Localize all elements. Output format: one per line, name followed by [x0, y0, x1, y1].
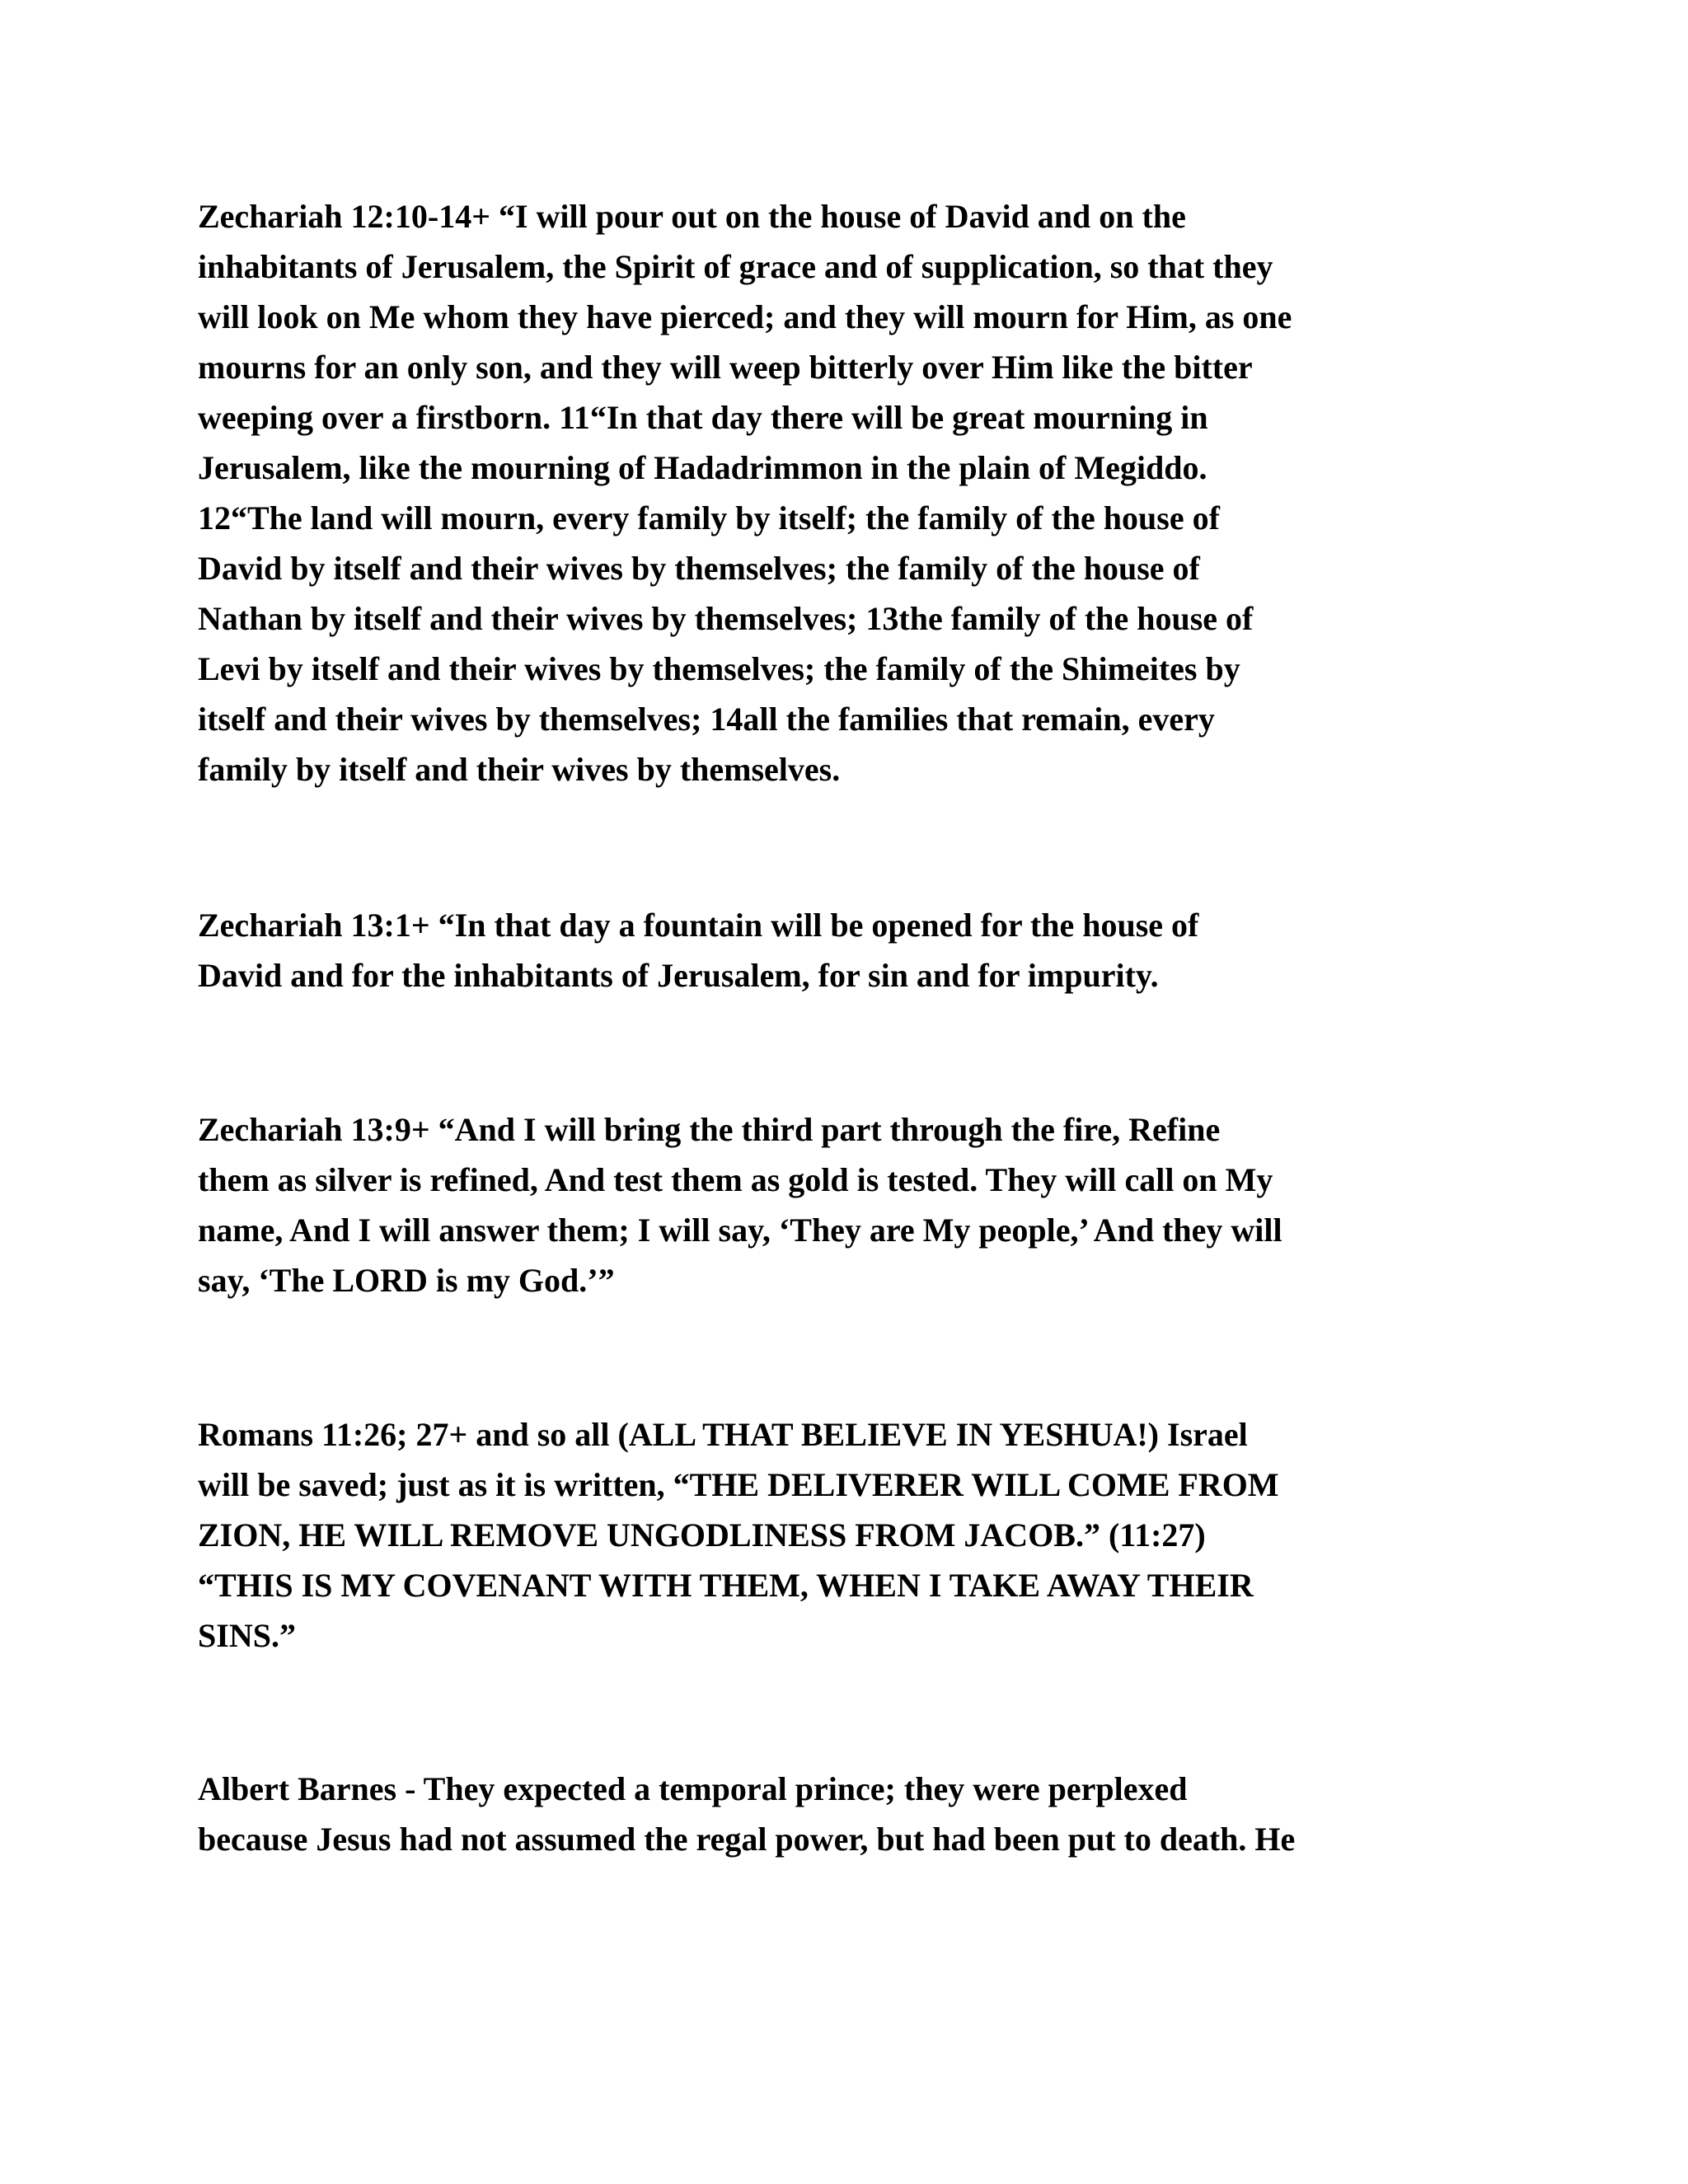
- paragraph-zechariah-12-10-14: [198, 191, 1517, 794]
- text-line: Zechariah 12:10-14+ “I will pour out on the house of David and on the: [198, 198, 1186, 235]
- text-line: ZION, HE WILL REMOVE UNGODLINESS FROM JACOB.” (11:27): [198, 1516, 1206, 1554]
- text-line: say, ‘The LORD is my God.’”: [198, 1262, 615, 1299]
- text-line: them as silver is refined, And test them as gold is tested. They will call on My: [198, 1161, 1273, 1198]
- text-line: Levi by itself and their wives by themselves; the family of the Shimeites by: [198, 650, 1240, 687]
- text-line: family by itself and their wives by themselves.: [198, 751, 841, 788]
- paragraph-zechariah-13-9: [198, 1104, 1517, 1305]
- text-line: Romans 11:26; 27+ and so all (ALL THAT BELIEVE IN YESHUA!) Israel: [198, 1416, 1248, 1453]
- text-line: will be saved; just as it is written, “THE DELIVERER WILL COME FROM: [198, 1466, 1279, 1503]
- text-line: Nathan by itself and their wives by themselves; 13the family of the house of: [198, 600, 1254, 637]
- text-line: name, And I will answer them; I will say, ‘They are My people,’ And they will: [198, 1212, 1282, 1249]
- text-line: David by itself and their wives by themselves; the family of the house of: [198, 550, 1200, 587]
- text-line: because Jesus had not assumed the regal power, but had been put to death. He: [198, 1821, 1296, 1858]
- text-line: SINS.”: [198, 1617, 296, 1654]
- text-line: Zechariah 13:9+ “And I will bring the third part through the fire, Refine: [198, 1111, 1221, 1148]
- text-line: “THIS IS MY COVENANT WITH THEM, WHEN I TAKE AWAY THEIR: [198, 1567, 1254, 1604]
- text-line: weeping over a firstborn. 11“In that day there will be great mourning in: [198, 399, 1208, 436]
- text-line: will look on Me whom they have pierced; and they will mourn for Him, as one: [198, 298, 1292, 335]
- text-line: Albert Barnes - They expected a temporal prince; they were perplexed: [198, 1770, 1188, 1807]
- paragraph-albert-barnes: [198, 1764, 1517, 1864]
- text-line: itself and their wives by themselves; 14all the families that remain, every: [198, 701, 1215, 738]
- text-line: 12“The land will mourn, every family by itself; the family of the house of: [198, 499, 1220, 537]
- paragraph-romans-11-26-27: [198, 1409, 1517, 1661]
- text-line: mourns for an only son, and they will weep bitterly over Him like the bitter: [198, 349, 1253, 386]
- text-line: inhabitants of Jerusalem, the Spirit of grace and of supplication, so that they: [198, 248, 1273, 285]
- paragraph-zechariah-13-1: [198, 900, 1517, 1001]
- text-line: Jerusalem, like the mourning of Hadadrimmon in the plain of Megiddo.: [198, 449, 1207, 486]
- text-line: David and for the inhabitants of Jerusalem, for sin and for impurity.: [198, 957, 1159, 994]
- text-line: Zechariah 13:1+ “In that day a fountain will be opened for the house of: [198, 907, 1199, 944]
